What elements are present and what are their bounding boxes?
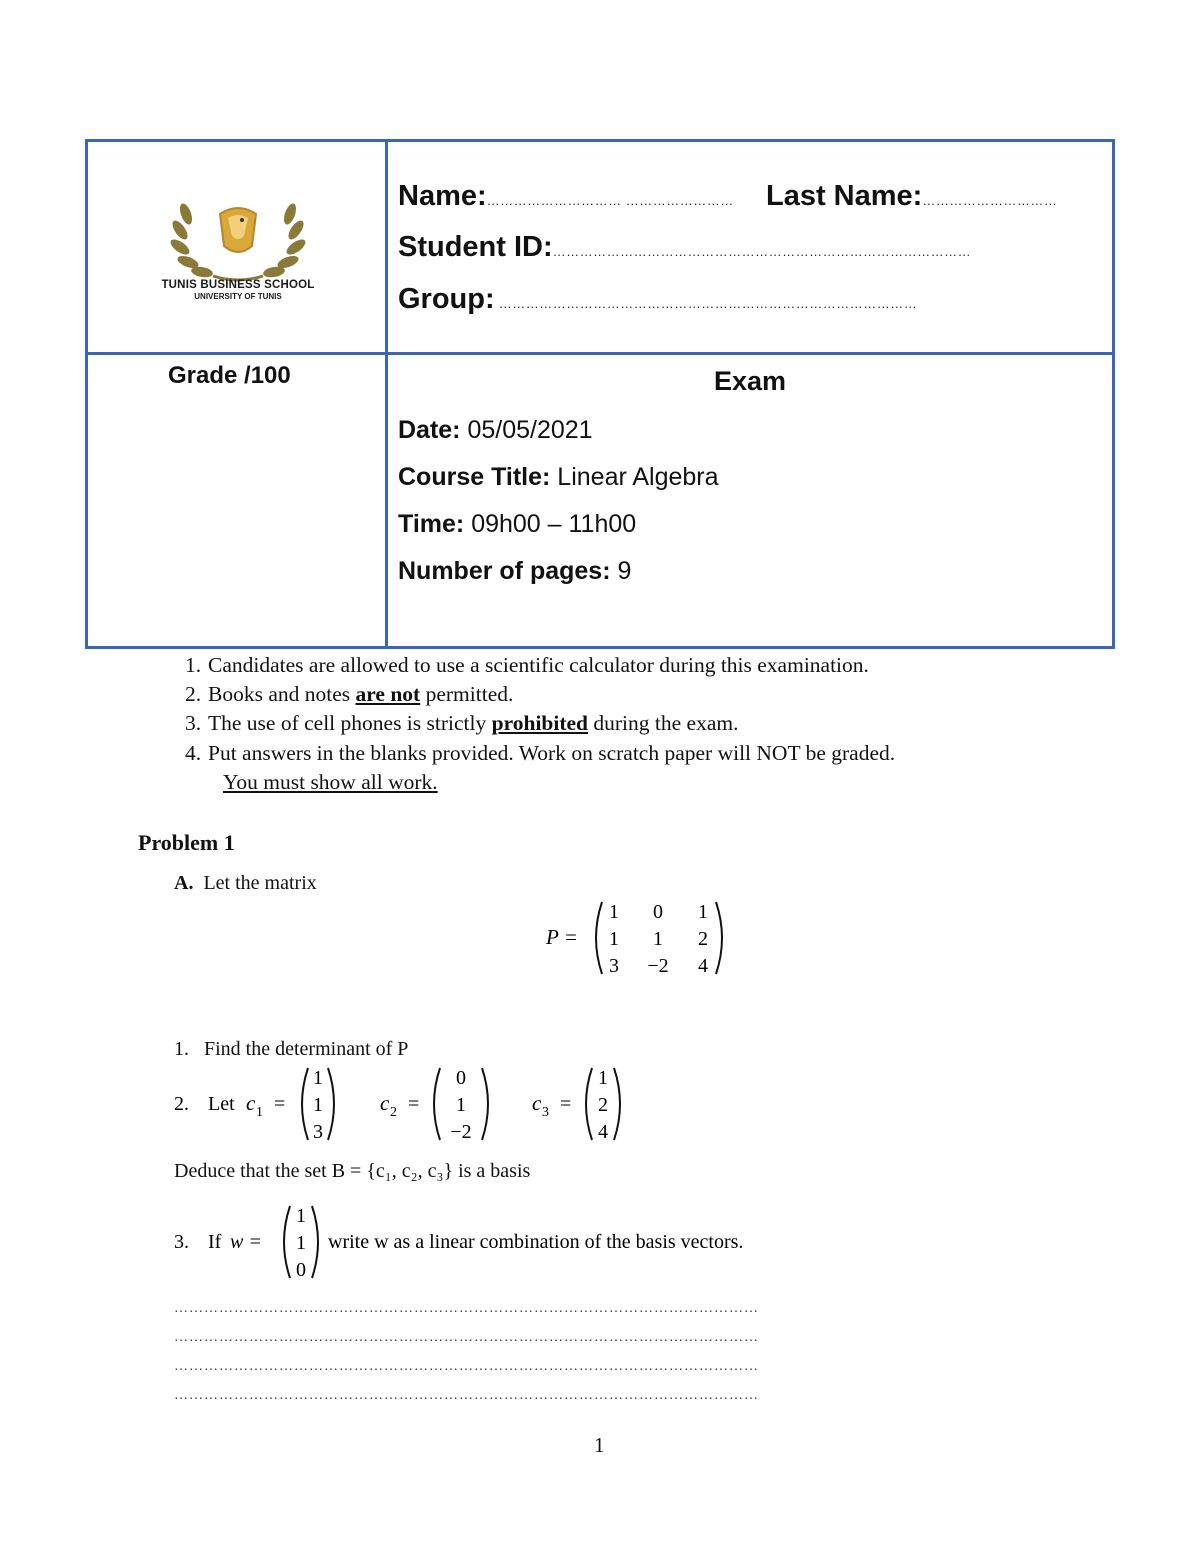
svg-text:=: = (274, 1093, 286, 1115)
matrix-cell: 1 (609, 901, 619, 923)
vector-entry: −2 (450, 1121, 472, 1143)
instruction-number: 2. (185, 682, 202, 706)
matrix-P (540, 898, 740, 978)
vector-paren (482, 1068, 488, 1140)
instruction-text: The use of cell phones is strictly (208, 711, 492, 735)
matrix-cell: 4 (698, 955, 708, 977)
table-divider-vertical (385, 142, 388, 646)
matrix-left-paren (596, 902, 602, 974)
question-number: 1. (174, 1038, 189, 1060)
pages-label: Number of pages: (398, 557, 611, 585)
grade-label: Grade /100 (168, 362, 291, 389)
instruction-item (185, 711, 738, 736)
vector-paren (614, 1068, 620, 1140)
if-text: If (208, 1231, 222, 1253)
page-count (398, 557, 631, 586)
instruction-number: 4. (185, 741, 202, 765)
name-label: Name: (398, 180, 487, 212)
question-text: Find the determinant of P (204, 1038, 409, 1060)
time-label: Time: (398, 510, 465, 538)
logo-university-name: UNIVERSITY OF TUNIS (194, 292, 282, 301)
vector-paren (284, 1206, 290, 1278)
matrix-cell: 1 (653, 928, 663, 950)
table-divider-horizontal (88, 352, 1112, 355)
group-label: Group: (398, 283, 495, 315)
vector-paren (328, 1068, 334, 1140)
c2-subscript: 2 (390, 1105, 397, 1120)
c3-label: c (532, 1091, 542, 1115)
vector-entry: 4 (598, 1121, 608, 1143)
vector-entry: 3 (313, 1121, 323, 1143)
course-title (398, 463, 719, 492)
student-id-label: Student ID: (398, 231, 553, 263)
instruction-text: Books and notes (208, 682, 356, 706)
c1-subscript: 1 (256, 1105, 263, 1120)
name-field[interactable]: Name:………………………… …………………… (398, 180, 734, 212)
c3-subscript: 3 (542, 1105, 549, 1120)
question-text: write w as a linear combination of the basis vectors. (328, 1231, 744, 1253)
instruction-text: Put answers in the blanks provided. Work on scratch paper will NOT be graded. (208, 741, 896, 765)
question-1 (174, 1038, 408, 1061)
question-3 (170, 1202, 870, 1282)
course-label: Course Title: (398, 463, 551, 491)
vector-paren (302, 1068, 308, 1140)
w-label: w = (230, 1231, 262, 1253)
vector-entry: 1 (313, 1094, 323, 1116)
instruction-number: 1. (185, 653, 202, 677)
svg-text:=: = (408, 1093, 420, 1115)
instruction-emphasis: are not (355, 682, 421, 706)
last-name-label: Last Name: (766, 180, 923, 212)
date-label: Date: (398, 416, 461, 444)
exam-title: Exam (714, 366, 787, 396)
matrix-cell: 1 (609, 928, 619, 950)
let-text: Let (208, 1093, 235, 1115)
instruction-item (185, 682, 513, 707)
page-number: 1 (594, 1433, 605, 1457)
school-logo (158, 184, 318, 314)
instruction-text: permitted. (420, 682, 514, 706)
matrix-cell: 3 (609, 955, 619, 977)
exam-date (398, 416, 593, 445)
part-a-text: Let the matrix (203, 872, 317, 894)
question-number: 3. (174, 1231, 189, 1253)
vector-paren (312, 1206, 318, 1278)
vector-entry: 2 (598, 1094, 608, 1116)
question-2-vectors (170, 1064, 650, 1144)
vector-entry: 0 (296, 1259, 306, 1281)
exam-time (398, 510, 636, 539)
matrix-name: P = (546, 925, 578, 949)
matrix-cell: 2 (698, 928, 708, 950)
svg-text:=: = (560, 1093, 572, 1115)
answer-line[interactable]: ……………………………………………………………………………………………………… (174, 1330, 759, 1345)
matrix-cell: −2 (647, 955, 669, 977)
logo-school-name: TUNIS BUSINESS SCHOOL (161, 279, 315, 291)
problem-title: Problem 1 (138, 830, 235, 855)
vector-entry: 1 (313, 1067, 323, 1089)
matrix-cell: 0 (653, 901, 663, 923)
group-field[interactable]: Group: ………………………………………………………………………………… (398, 283, 918, 315)
instruction-text: during the exam. (588, 711, 739, 735)
c1-label: c (246, 1091, 256, 1115)
vector-paren (586, 1068, 592, 1140)
c2-label: c (380, 1091, 390, 1115)
instruction-item (185, 741, 895, 766)
part-a-heading (174, 872, 317, 895)
last-name-field[interactable]: Last Name:………………………… (766, 180, 1058, 212)
vector-entry: 1 (296, 1232, 306, 1254)
instruction-item (185, 653, 869, 678)
student-id-field[interactable]: Student ID:………………………………………………………………………………… (398, 231, 972, 263)
instruction-note: You must show all work. (223, 770, 438, 794)
matrix-cell: 1 (698, 901, 708, 923)
answer-line[interactable]: ……………………………………………………………………………………………………… (174, 1301, 759, 1316)
answer-line[interactable]: ……………………………………………………………………………………………………… (174, 1388, 759, 1403)
vector-entry: 0 (456, 1067, 466, 1089)
exam-header-table (85, 139, 1115, 649)
pages-value: 9 (617, 557, 632, 585)
vector-entry: 1 (296, 1205, 306, 1227)
matrix-right-paren (716, 902, 722, 974)
instruction-emphasis: prohibited (491, 711, 589, 735)
answer-line[interactable]: ……………………………………………………………………………………………………… (174, 1359, 759, 1374)
instruction-number: 3. (185, 711, 202, 735)
course-value: Linear Algebra (557, 463, 719, 491)
part-a-label: A. (174, 872, 194, 894)
time-value: 09h00 – 11h00 (471, 510, 637, 538)
deduce-basis-text: Deduce that the set B = {c₁, c₂, c₃} is a basis (174, 1160, 531, 1182)
date-value: 05/05/2021 (467, 416, 593, 444)
question-number: 2. (174, 1093, 189, 1115)
vector-entry: 1 (598, 1067, 608, 1089)
instruction-text: Candidates are allowed to use a scientific calculator during this examination. (208, 653, 869, 677)
vector-entry: 1 (456, 1094, 466, 1116)
vector-paren (434, 1068, 440, 1140)
